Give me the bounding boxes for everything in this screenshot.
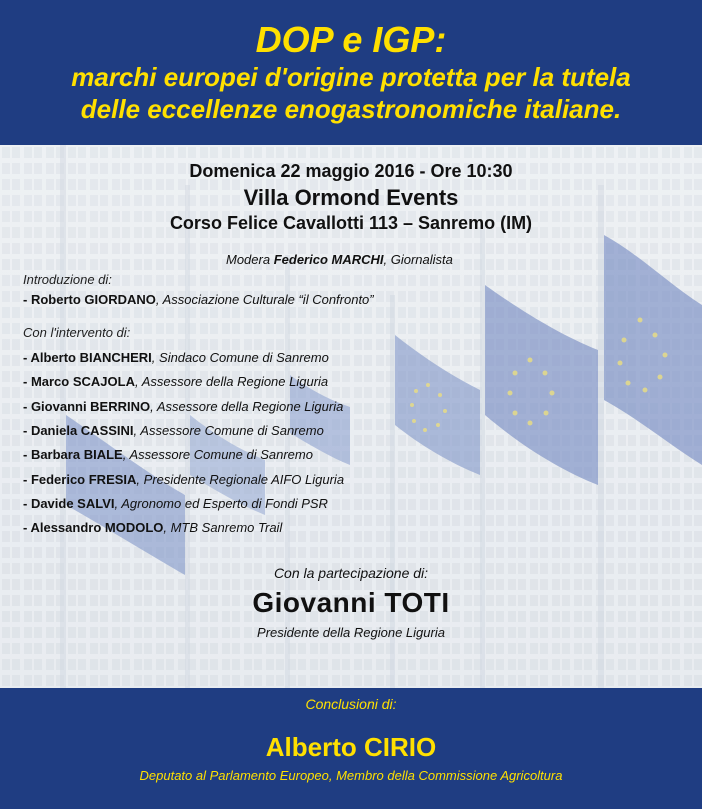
speaker-name: - Davide SALVI <box>23 496 115 511</box>
background-section <box>0 145 702 688</box>
introduction-speaker <box>23 292 374 307</box>
speaker-item <box>23 399 343 414</box>
speaker-role: , MTB Sanremo Trail <box>163 520 283 535</box>
speaker-name: - Marco SCAJOLA <box>23 374 135 389</box>
header-banner <box>0 0 702 145</box>
speaker-role: , Assessore della Regione Liguria <box>150 399 344 414</box>
interventions-label: Con l'intervento di: <box>23 325 131 340</box>
moderator-name: Federico MARCHI <box>273 252 384 267</box>
conclusions-label: Conclusioni di: <box>305 696 397 712</box>
conclusions-name: Alberto CIRIO <box>265 732 437 762</box>
introduction-label: Introduzione di: <box>23 272 112 287</box>
event-details <box>0 145 702 688</box>
speaker-name: - Roberto GIORDANO <box>23 292 156 307</box>
subtitle-line-2: delle eccellenze enogastronomiche italiane. <box>80 94 622 124</box>
moderator-prefix: Modera <box>226 252 274 267</box>
speaker-name: - Daniela CASSINI <box>23 423 134 438</box>
speaker-item <box>23 520 282 535</box>
event-date-time: Domenica 22 maggio 2016 - Ore 10:30 <box>189 161 513 181</box>
speaker-item <box>23 350 329 365</box>
speaker-role: , Agronomo ed Esperto di Fondi PSR <box>114 496 328 511</box>
speaker-name: - Giovanni BERRINO <box>23 399 151 414</box>
event-address: Corso Felice Cavallotti 113 – Sanremo (IM) <box>169 213 533 233</box>
speaker-role: , Assessore Comune di Sanremo <box>122 447 313 462</box>
conclusions-role: Deputato al Parlamento Europeo, Membro della Commissione Agricoltura <box>139 768 563 783</box>
speaker-role: , Associazione Culturale “il Confronto” <box>155 292 374 307</box>
speaker-item <box>23 374 328 389</box>
speaker-name: - Barbara BIALE <box>23 447 123 462</box>
participation-name: Giovanni TOTI <box>252 587 450 618</box>
speaker-item <box>23 423 324 438</box>
speaker-role: , Assessore Comune di Sanremo <box>133 423 324 438</box>
moderator-role: , Giornalista <box>383 252 453 267</box>
event-venue: Villa Ormond Events <box>243 185 459 210</box>
speaker-name: - Alberto BIANCHERI <box>23 350 152 365</box>
participation-role: Presidente della Regione Liguria <box>257 625 445 640</box>
footer-banner <box>0 688 702 809</box>
moderator-line <box>226 252 453 267</box>
speaker-role: , Presidente Regionale AIFO Liguria <box>136 472 345 487</box>
main-title: DOP e IGP: <box>255 19 447 60</box>
speaker-role: , Assessore della Regione Liguria <box>134 374 329 389</box>
participation-label: Con la partecipazione di: <box>273 565 429 581</box>
subtitle-line-1: marchi europei d'origine protetta per la tutela <box>71 62 631 92</box>
speaker-role: , Sindaco Comune di Sanremo <box>151 350 329 365</box>
speaker-item <box>23 472 344 487</box>
speaker-name: - Federico FRESIA <box>23 472 137 487</box>
speaker-item <box>23 447 313 462</box>
speaker-item <box>23 496 328 511</box>
speaker-name: - Alessandro MODOLO <box>23 520 164 535</box>
